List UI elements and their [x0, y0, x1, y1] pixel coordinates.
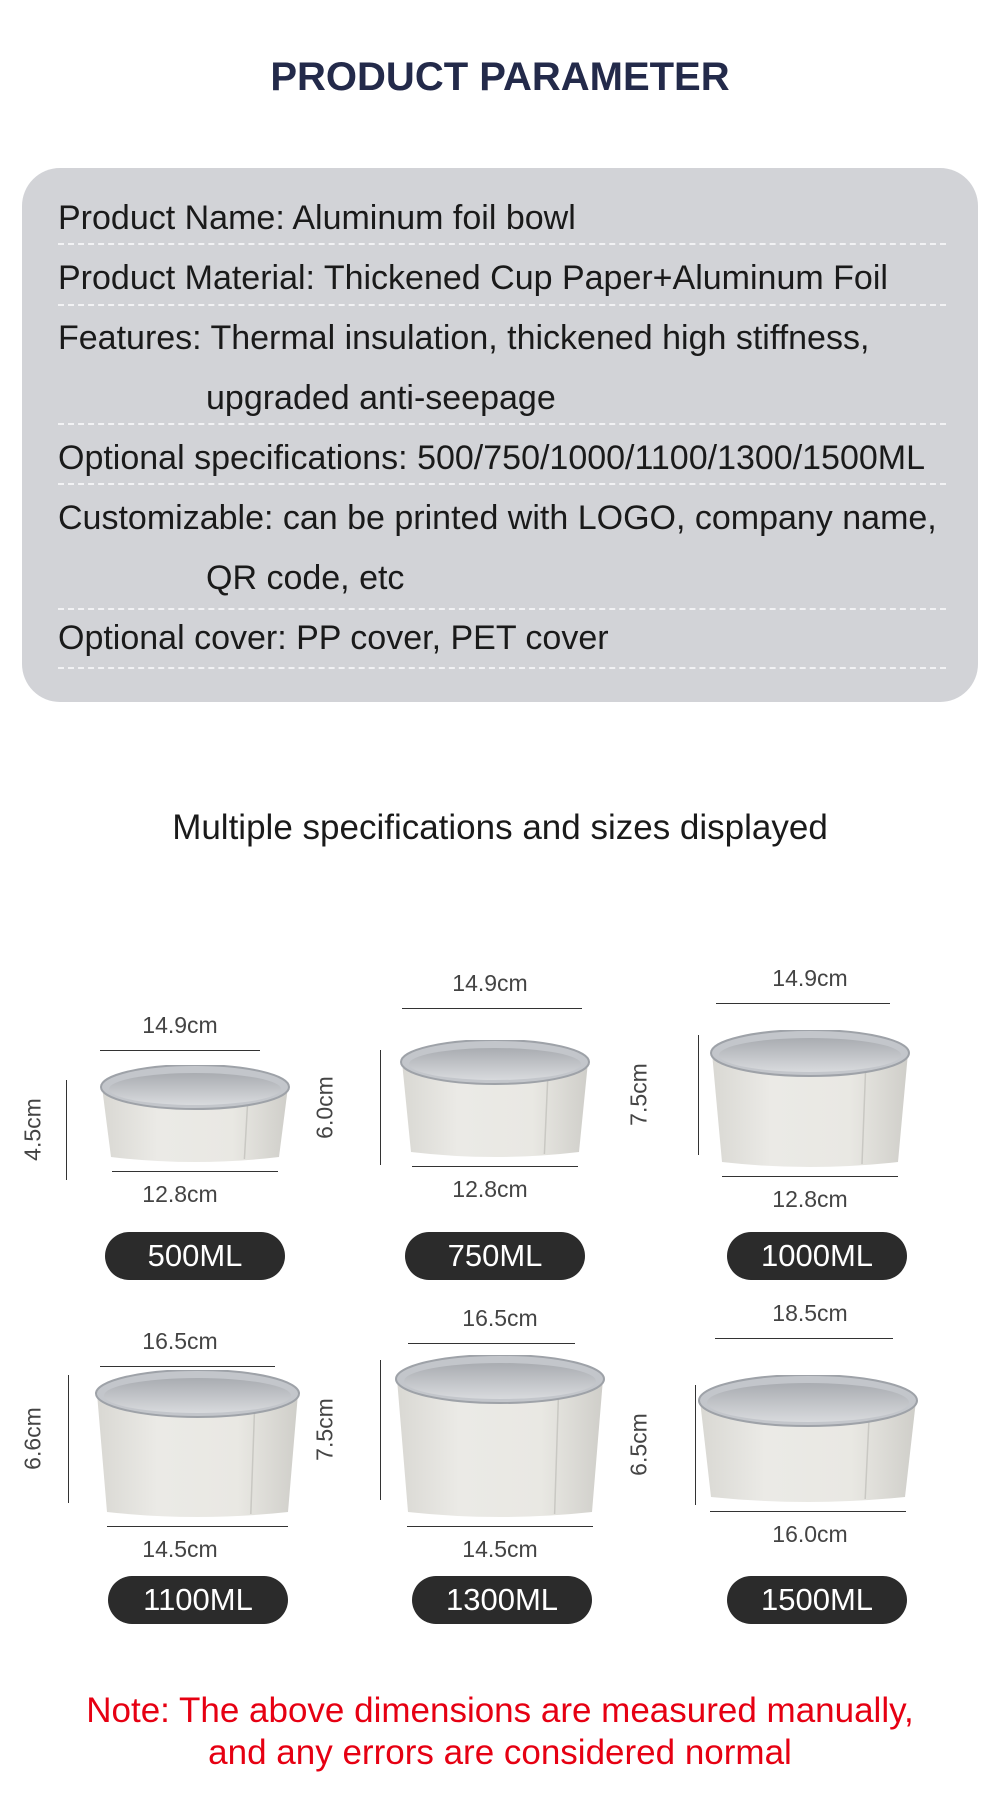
bottom-dimension-line — [107, 1526, 288, 1527]
bowl-image — [698, 1375, 918, 1510]
page-title: PRODUCT PARAMETER — [270, 55, 730, 99]
height-dimension-line — [698, 1035, 699, 1155]
capacity-badge: 1000ML — [727, 1232, 907, 1280]
top-dimension-line — [716, 1003, 890, 1004]
bottom-diameter-label: 12.8cm — [772, 1186, 848, 1212]
divider — [58, 304, 946, 306]
top-diameter-label: 14.9cm — [452, 970, 528, 996]
divider — [58, 483, 946, 485]
top-diameter-label: 14.9cm — [142, 1012, 218, 1038]
height-label: 7.5cm — [625, 1063, 652, 1126]
capacity-badge: 750ML — [405, 1232, 585, 1280]
note-line-2: and any errors are considered normal — [208, 1733, 792, 1772]
top-diameter-label: 16.5cm — [462, 1305, 538, 1331]
bowl-image — [710, 1030, 910, 1175]
capacity-badge: 1300ML — [412, 1576, 592, 1624]
divider — [58, 423, 946, 425]
param-material: Product Material: Thickened Cup Paper+Aluminum Foil — [58, 259, 888, 297]
bottom-diameter-label: 12.8cm — [452, 1176, 528, 1202]
bottom-diameter-label: 14.5cm — [462, 1536, 538, 1562]
param-customizable-line2: QR code, etc — [206, 559, 405, 597]
bottom-diameter-label: 12.8cm — [142, 1181, 218, 1207]
height-label: 6.5cm — [625, 1413, 652, 1476]
note-line-1: Note: The above dimensions are measured manually, — [86, 1691, 914, 1730]
bottom-dimension-line — [112, 1171, 278, 1172]
param-customizable-cont — [58, 548, 946, 608]
capacity-badge: 500ML — [105, 1232, 285, 1280]
top-diameter-label: 14.9cm — [772, 965, 848, 991]
top-diameter-label: 18.5cm — [772, 1300, 848, 1326]
top-dimension-line — [402, 1008, 582, 1009]
bottom-diameter-label: 16.0cm — [772, 1521, 848, 1547]
divider — [58, 667, 946, 669]
height-label: 4.5cm — [19, 1098, 46, 1161]
param-features-cont — [58, 368, 946, 428]
param-features-line2: upgraded anti-seepage — [206, 379, 556, 417]
bottom-dimension-line — [412, 1166, 578, 1167]
top-dimension-line — [715, 1338, 893, 1339]
bowl-image — [95, 1370, 300, 1525]
height-dimension-line — [695, 1385, 696, 1505]
height-label: 6.0cm — [311, 1075, 338, 1139]
height-dimension-line — [66, 1080, 67, 1180]
bottom-dimension-line — [710, 1511, 906, 1512]
param-specifications: Optional specifications: 500/750/1000/1100/1300/1500ML — [58, 439, 926, 477]
top-dimension-line — [100, 1050, 260, 1051]
bowl-image — [395, 1355, 605, 1525]
height-label: 6.6cm — [19, 1407, 46, 1470]
capacity-badge: 1100ML — [108, 1576, 288, 1624]
capacity-badge: 1500ML — [727, 1576, 907, 1624]
top-diameter-label: 16.5cm — [142, 1328, 218, 1354]
param-features: Features: Thermal insulation, thickened high stiffness, — [58, 319, 870, 357]
bottom-diameter-label: 14.5cm — [142, 1536, 218, 1562]
height-dimension-line — [380, 1050, 381, 1165]
top-dimension-line — [100, 1366, 275, 1367]
param-cover: Optional cover: PP cover, PET cover — [58, 619, 609, 657]
height-label: 7.5cm — [311, 1398, 338, 1461]
height-dimension-line — [380, 1360, 381, 1500]
divider — [58, 243, 946, 245]
bottom-dimension-line — [407, 1526, 593, 1527]
bottom-dimension-line — [722, 1176, 898, 1177]
height-dimension-line — [68, 1375, 69, 1503]
parameter-panel — [22, 168, 978, 702]
param-product-name: Product Name: Aluminum foil bowl — [58, 199, 576, 237]
top-dimension-line — [408, 1343, 575, 1344]
param-customizable: Customizable: can be printed with LOGO, company name, — [58, 499, 937, 537]
bowl-image — [400, 1040, 590, 1165]
bowl-image — [100, 1065, 290, 1170]
sizes-heading: Multiple specifications and sizes displayed — [172, 808, 828, 847]
